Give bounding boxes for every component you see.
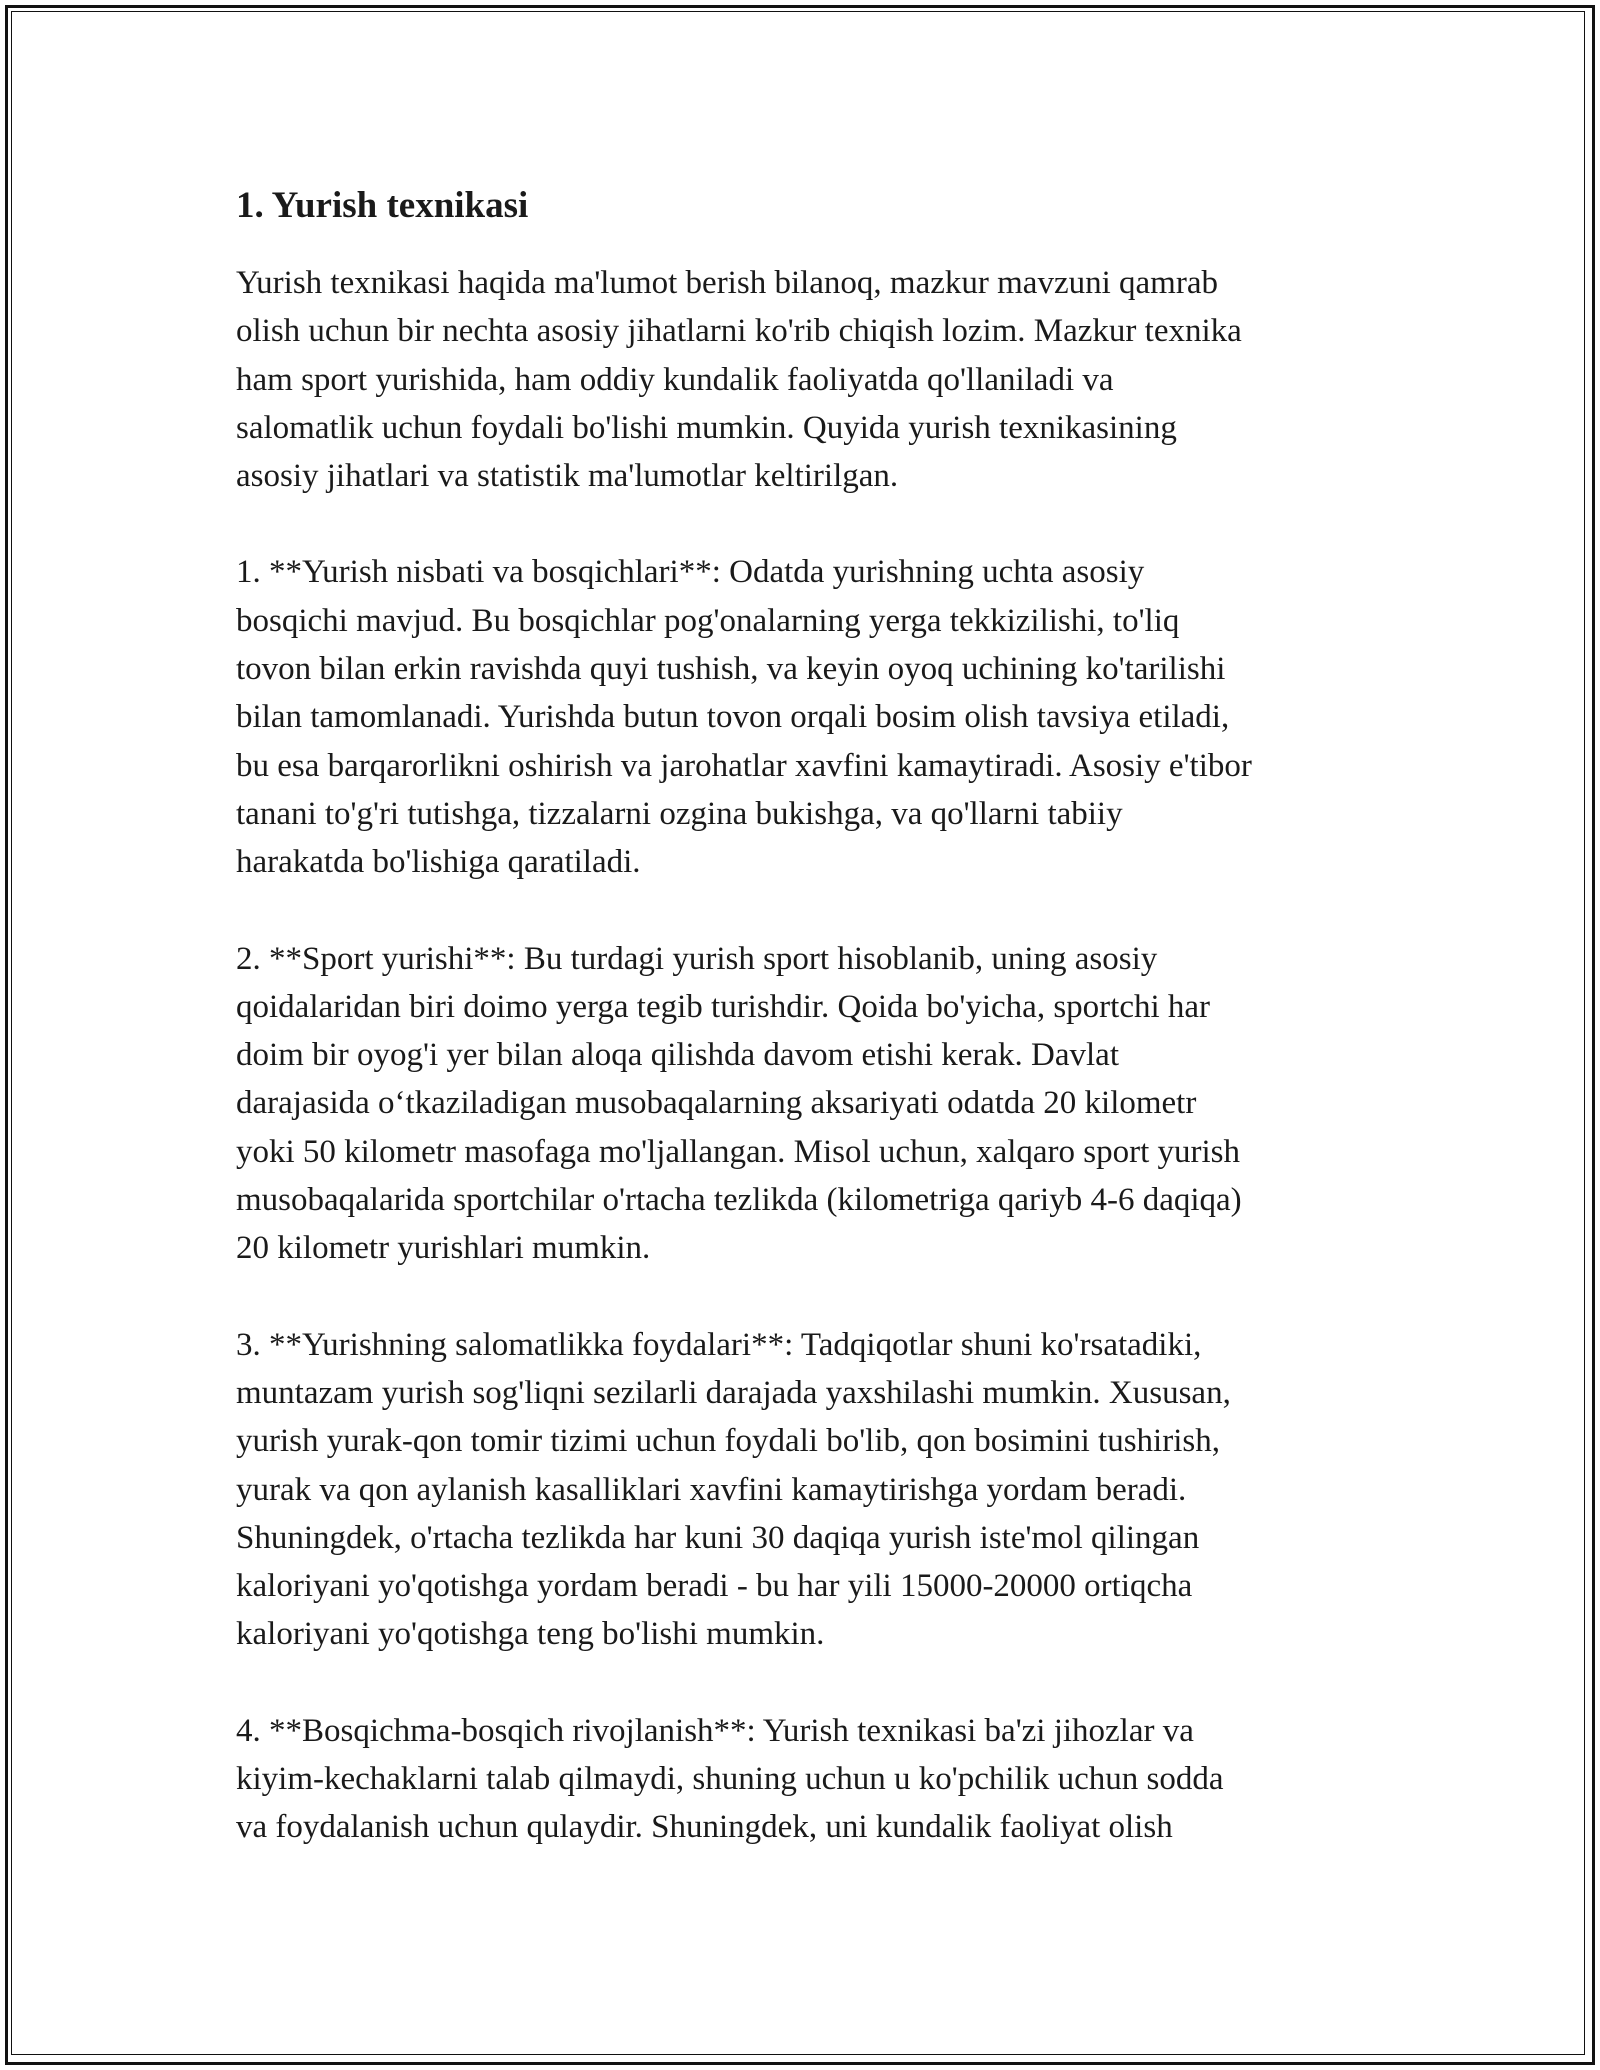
text-line: 2. **Sport yurishi**: Bu turdagi yurish sport hisoblanib, uning asosiy	[236, 940, 1158, 977]
paragraph-item-1	[236, 548, 1376, 886]
intro-paragraph	[236, 259, 1376, 500]
section-heading: 1. Yurish texnikasi	[236, 185, 529, 226]
text-line: muntazam yurish sog'liqni sezilarli darajada yaxshilashi mumkin. Xususan,	[236, 1374, 1231, 1411]
text-line: 20 kilometr yurishlari mumkin.	[236, 1230, 651, 1267]
text-line: kaloriyani yo'qotishga yordam beradi - bu har yili 15000-20000 ortiqcha	[236, 1568, 1193, 1605]
text-line: yurish yurak-qon tomir tizimi uchun foydali bo'lib, qon bosimini tushirish,	[236, 1423, 1220, 1460]
text-line: asosiy jihatlari va statistik ma'lumotlar keltirilgan.	[236, 458, 899, 495]
text-line: 4. **Bosqichma-bosqich rivojlanish**: Yurish texnikasi ba'zi jihozlar va	[236, 1712, 1194, 1749]
text-line: yoki 50 kilometr masofaga mo'ljallangan. Misol uchun, xalqaro sport yurish	[236, 1133, 1241, 1170]
text-line: kiyim-kechaklarni talab qilmaydi, shuning uchun u ko'pchilik uchun sodda	[236, 1761, 1224, 1798]
document-body	[236, 184, 1376, 1900]
text-line: harakatda bo'lishiga qaratiladi.	[236, 844, 641, 881]
text-line: va foydalanish uchun qulaydir. Shuningdek, uni kundalik faoliyat olish	[236, 1809, 1173, 1846]
text-line: bu esa barqarorlikni oshirish va jarohatlar xavfini kamaytiradi. Asosiy e'tibor	[236, 747, 1252, 784]
text-line: tanani to'g'ri tutishga, tizzalarni ozgina bukishga, va qo'llarni tabiiy	[236, 795, 1123, 832]
text-line: yurak va qon aylanish kasalliklari xavfini kamaytirishga yordam beradi.	[236, 1471, 1187, 1508]
text-line: Yurish texnikasi haqida ma'lumot berish bilanoq, mazkur mavzuni qamrab	[236, 265, 1218, 301]
text-line: bilan tamomlanadi. Yurishda butun tovon orqali bosim olish tavsiya etiladi,	[236, 699, 1230, 736]
text-line: olish uchun bir nechta asosiy jihatlarni ko'rib chiqish lozim. Mazkur texnika	[236, 313, 1242, 350]
paragraph-item-4	[236, 1707, 1376, 1852]
paragraph-item-2	[236, 935, 1376, 1273]
text-line: darajasida o‘tkaziladigan musobaqalarning aksariyati odatda 20 kilometr	[236, 1085, 1197, 1122]
text-line: ham sport yurishida, ham oddiy kundalik faoliyatda qo'llaniladi va	[236, 361, 1114, 398]
text-line: tovon bilan erkin ravishda quyi tushish, va keyin oyoq uchining ko'tarilishi	[236, 651, 1226, 688]
text-line: doim bir oyog'i yer bilan aloqa qilishda davom etishi kerak. Davlat	[236, 1037, 1119, 1074]
text-line: 1. **Yurish nisbati va bosqichlari**: Odatda yurishning uchta asosiy	[236, 554, 1145, 591]
text-line: musobaqalarida sportchilar o'rtacha tezlikda (kilometriga qariyb 4-6 daqiqa)	[236, 1182, 1242, 1219]
text-line: bosqichi mavjud. Bu bosqichlar pog'onalarning yerga tekkizilishi, to'liq	[236, 602, 1180, 639]
text-line: 3. **Yurishning salomatlikka foydalari**: Tadqiqotlar shuni ko'rsatadiki,	[236, 1326, 1202, 1363]
paragraph-item-3	[236, 1321, 1376, 1659]
text-line: salomatlik uchun foydali bo'lishi mumkin. Quyida yurish texnikasining	[236, 409, 1177, 446]
text-line: kaloriyani yo'qotishga teng bo'lishi mumkin.	[236, 1616, 825, 1653]
text-line: Shuningdek, o'rtacha tezlikda har kuni 30 daqiqa yurish iste'mol qilingan	[236, 1519, 1200, 1556]
text-line: qoidalaridan biri doimo yerga tegib turishdir. Qoida bo'yicha, sportchi har	[236, 988, 1211, 1025]
